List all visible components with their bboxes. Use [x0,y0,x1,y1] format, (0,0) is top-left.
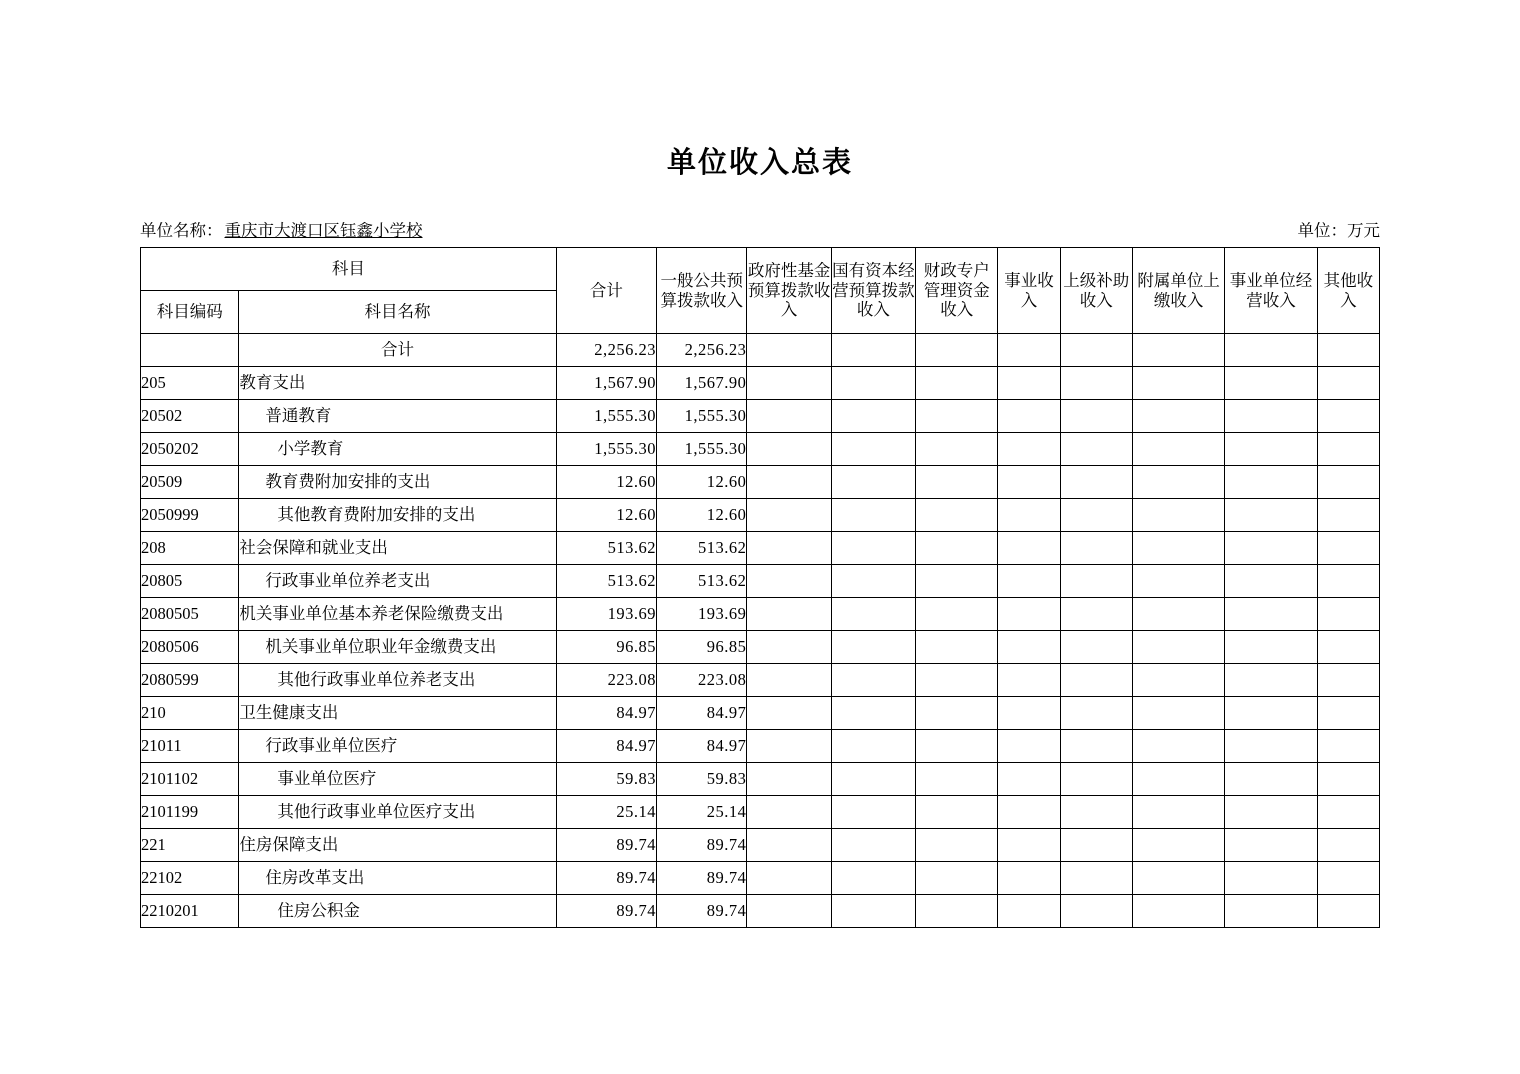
cell-career-unit-business [1225,763,1317,796]
cell-general-public-budget: 193.69 [657,598,747,631]
cell-subject-name: 住房保障支出 [239,829,556,862]
cell-general-public-budget: 96.85 [657,631,747,664]
cell-affiliated-unit-payment [1132,433,1224,466]
cell-affiliated-unit-payment [1132,367,1224,400]
table-row [141,631,1380,664]
cell-subject-name: 其他行政事业单位医疗支出 [239,796,556,829]
header-career-unit-business: 事业单位经营收入 [1225,248,1317,334]
cell-other-income [1317,664,1379,697]
cell-total: 1,555.30 [556,433,656,466]
cell-affiliated-unit-payment [1132,400,1224,433]
cell-superior-subsidy [1060,895,1132,928]
cell-total: 513.62 [556,565,656,598]
cell-state-capital-budget [831,631,915,664]
header-superior-subsidy: 上级补助收入 [1060,248,1132,334]
table-header [141,248,1380,334]
cell-superior-subsidy [1060,334,1132,367]
cell-subject-code: 2101102 [141,763,239,796]
cell-gov-fund-budget [747,598,831,631]
cell-career-unit-business [1225,400,1317,433]
cell-state-capital-budget [831,400,915,433]
cell-fiscal-special-account [916,664,998,697]
cell-career-unit-business [1225,664,1317,697]
table-row [141,565,1380,598]
cell-fiscal-special-account [916,697,998,730]
cell-state-capital-budget [831,796,915,829]
cell-fiscal-special-account [916,796,998,829]
header-state-capital-budget: 国有资本经营预算拨款收入 [831,248,915,334]
cell-affiliated-unit-payment [1132,829,1224,862]
cell-general-public-budget: 59.83 [657,763,747,796]
cell-gov-fund-budget [747,400,831,433]
cell-affiliated-unit-payment [1132,598,1224,631]
cell-affiliated-unit-payment [1132,862,1224,895]
cell-total: 89.74 [556,862,656,895]
cell-superior-subsidy [1060,466,1132,499]
cell-superior-subsidy [1060,433,1132,466]
table-row [141,664,1380,697]
cell-total: 89.74 [556,895,656,928]
cell-subject-code: 2050202 [141,433,239,466]
table-row [141,400,1380,433]
cell-career-unit-business [1225,433,1317,466]
header-row-1 [141,248,1380,291]
cell-subject-code: 2101199 [141,796,239,829]
cell-affiliated-unit-payment [1132,730,1224,763]
cell-other-income [1317,763,1379,796]
cell-affiliated-unit-payment [1132,499,1224,532]
cell-other-income [1317,631,1379,664]
cell-general-public-budget: 25.14 [657,796,747,829]
header-career-income: 事业收入 [998,248,1060,334]
cell-career-income [998,697,1060,730]
cell-state-capital-budget [831,532,915,565]
table-row [141,433,1380,466]
cell-general-public-budget: 1,555.30 [657,400,747,433]
cell-gov-fund-budget [747,862,831,895]
cell-affiliated-unit-payment [1132,466,1224,499]
cell-career-income [998,631,1060,664]
cell-career-unit-business [1225,862,1317,895]
cell-general-public-budget: 89.74 [657,895,747,928]
cell-total: 12.60 [556,466,656,499]
cell-subject-code: 2210201 [141,895,239,928]
cell-subject-name: 住房公积金 [239,895,556,928]
cell-total: 12.60 [556,499,656,532]
cell-total: 193.69 [556,598,656,631]
cell-subject-name: 其他教育费附加安排的支出 [239,499,556,532]
cell-general-public-budget: 12.60 [657,499,747,532]
cell-other-income [1317,433,1379,466]
cell-other-income [1317,862,1379,895]
cell-total: 89.74 [556,829,656,862]
header-general-public-budget: 一般公共预算拨款收入 [657,248,747,334]
cell-subject-name: 教育支出 [239,367,556,400]
cell-other-income [1317,829,1379,862]
cell-general-public-budget: 1,567.90 [657,367,747,400]
cell-other-income [1317,697,1379,730]
cell-total: 84.97 [556,697,656,730]
cell-subject-name: 社会保障和就业支出 [239,532,556,565]
cell-superior-subsidy [1060,862,1132,895]
cell-superior-subsidy [1060,697,1132,730]
cell-total: 96.85 [556,631,656,664]
cell-general-public-budget: 2,256.23 [657,334,747,367]
cell-affiliated-unit-payment [1132,895,1224,928]
cell-fiscal-special-account [916,400,998,433]
cell-general-public-budget: 84.97 [657,697,747,730]
cell-subject-name: 机关事业单位基本养老保险缴费支出 [239,598,556,631]
cell-fiscal-special-account [916,730,998,763]
table-row [141,730,1380,763]
amount-unit-label: 单位：万元 [1297,221,1380,240]
cell-state-capital-budget [831,565,915,598]
cell-subject-name: 机关事业单位职业年金缴费支出 [239,631,556,664]
cell-gov-fund-budget [747,466,831,499]
cell-subject-code: 205 [141,367,239,400]
cell-subject-name: 事业单位医疗 [239,763,556,796]
header-affiliated-unit-payment: 附属单位上缴收入 [1132,248,1224,334]
cell-career-income [998,466,1060,499]
cell-fiscal-special-account [916,895,998,928]
cell-gov-fund-budget [747,796,831,829]
header-other-income: 其他收入 [1317,248,1379,334]
cell-general-public-budget: 12.60 [657,466,747,499]
cell-career-income [998,499,1060,532]
cell-affiliated-unit-payment [1132,334,1224,367]
header-subject-group: 科目 [141,248,557,291]
cell-subject-code: 20805 [141,565,239,598]
cell-fiscal-special-account [916,631,998,664]
cell-state-capital-budget [831,862,915,895]
cell-fiscal-special-account [916,433,998,466]
table-row [141,466,1380,499]
cell-state-capital-budget [831,433,915,466]
cell-career-unit-business [1225,631,1317,664]
cell-gov-fund-budget [747,334,831,367]
cell-state-capital-budget [831,697,915,730]
cell-fiscal-special-account [916,829,998,862]
cell-career-unit-business [1225,466,1317,499]
cell-state-capital-budget [831,829,915,862]
cell-affiliated-unit-payment [1132,664,1224,697]
cell-gov-fund-budget [747,697,831,730]
cell-other-income [1317,796,1379,829]
cell-career-income [998,433,1060,466]
cell-subject-name: 住房改革支出 [239,862,556,895]
table-row [141,829,1380,862]
page-title: 单位收入总表 [666,147,853,179]
cell-career-income [998,367,1060,400]
cell-other-income [1317,895,1379,928]
cell-gov-fund-budget [747,763,831,796]
cell-subject-name: 行政事业单位医疗 [239,730,556,763]
table-row [141,697,1380,730]
cell-subject-code: 210 [141,697,239,730]
cell-career-income [998,565,1060,598]
cell-career-income [998,400,1060,433]
cell-career-unit-business [1225,565,1317,598]
table-row [141,334,1380,367]
header-total: 合计 [556,248,656,334]
cell-superior-subsidy [1060,499,1132,532]
cell-total: 223.08 [556,664,656,697]
cell-other-income [1317,598,1379,631]
cell-state-capital-budget [831,334,915,367]
unit-name-block [140,217,425,241]
cell-subject-name: 小学教育 [239,433,556,466]
cell-affiliated-unit-payment [1132,631,1224,664]
table-body [141,334,1380,928]
cell-general-public-budget: 513.62 [657,532,747,565]
cell-gov-fund-budget [747,367,831,400]
cell-fiscal-special-account [916,532,998,565]
income-summary-table [140,247,1380,928]
cell-superior-subsidy [1060,664,1132,697]
document-meta [140,217,1380,241]
cell-subject-code: 20509 [141,466,239,499]
cell-career-income [998,796,1060,829]
cell-state-capital-budget [831,895,915,928]
cell-affiliated-unit-payment [1132,532,1224,565]
cell-career-income [998,334,1060,367]
cell-subject-code: 22102 [141,862,239,895]
cell-superior-subsidy [1060,598,1132,631]
cell-gov-fund-budget [747,631,831,664]
cell-subject-code: 2080506 [141,631,239,664]
cell-career-unit-business [1225,367,1317,400]
cell-affiliated-unit-payment [1132,565,1224,598]
cell-career-unit-business [1225,499,1317,532]
cell-career-unit-business [1225,598,1317,631]
cell-superior-subsidy [1060,796,1132,829]
cell-superior-subsidy [1060,631,1132,664]
cell-subject-code [141,334,239,367]
cell-general-public-budget: 84.97 [657,730,747,763]
table-row [141,862,1380,895]
cell-other-income [1317,565,1379,598]
cell-fiscal-special-account [916,598,998,631]
cell-career-income [998,763,1060,796]
cell-gov-fund-budget [747,499,831,532]
unit-name-value: 重庆市大渡口区钰鑫小学校 [224,221,423,240]
cell-fiscal-special-account [916,367,998,400]
cell-gov-fund-budget [747,829,831,862]
cell-total: 1,567.90 [556,367,656,400]
cell-other-income [1317,400,1379,433]
cell-subject-name: 行政事业单位养老支出 [239,565,556,598]
cell-superior-subsidy [1060,730,1132,763]
cell-general-public-budget: 89.74 [657,862,747,895]
cell-fiscal-special-account [916,466,998,499]
cell-fiscal-special-account [916,499,998,532]
header-gov-fund-budget: 政府性基金预算拨款收入 [747,248,831,334]
cell-subject-name: 合计 [239,334,556,367]
cell-gov-fund-budget [747,532,831,565]
cell-other-income [1317,466,1379,499]
cell-general-public-budget: 1,555.30 [657,433,747,466]
cell-subject-code: 208 [141,532,239,565]
header-subject-code: 科目编码 [141,291,239,334]
cell-subject-name: 普通教育 [239,400,556,433]
cell-state-capital-budget [831,598,915,631]
cell-total: 84.97 [556,730,656,763]
cell-general-public-budget: 513.62 [657,565,747,598]
cell-subject-name: 教育费附加安排的支出 [239,466,556,499]
table-row [141,499,1380,532]
cell-career-income [998,829,1060,862]
cell-superior-subsidy [1060,565,1132,598]
cell-superior-subsidy [1060,400,1132,433]
cell-other-income [1317,730,1379,763]
cell-career-income [998,598,1060,631]
cell-affiliated-unit-payment [1132,796,1224,829]
cell-state-capital-budget [831,730,915,763]
cell-career-income [998,862,1060,895]
cell-career-unit-business [1225,697,1317,730]
cell-affiliated-unit-payment [1132,697,1224,730]
cell-gov-fund-budget [747,895,831,928]
cell-total: 1,555.30 [556,400,656,433]
cell-career-unit-business [1225,532,1317,565]
cell-subject-code: 221 [141,829,239,862]
cell-other-income [1317,499,1379,532]
table-row [141,895,1380,928]
cell-gov-fund-budget [747,433,831,466]
cell-general-public-budget: 223.08 [657,664,747,697]
cell-career-income [998,895,1060,928]
cell-career-unit-business [1225,730,1317,763]
cell-other-income [1317,532,1379,565]
unit-name-label: 单位名称： [140,221,223,240]
cell-career-unit-business [1225,334,1317,367]
header-subject-name: 科目名称 [239,291,556,334]
cell-superior-subsidy [1060,367,1132,400]
cell-other-income [1317,367,1379,400]
cell-state-capital-budget [831,664,915,697]
cell-total: 2,256.23 [556,334,656,367]
cell-superior-subsidy [1060,532,1132,565]
cell-subject-code: 2050999 [141,499,239,532]
cell-fiscal-special-account [916,334,998,367]
table-row [141,763,1380,796]
cell-state-capital-budget [831,763,915,796]
cell-fiscal-special-account [916,565,998,598]
cell-total: 25.14 [556,796,656,829]
header-fiscal-special-account: 财政专户管理资金收入 [916,248,998,334]
cell-career-income [998,532,1060,565]
cell-subject-code: 2080505 [141,598,239,631]
cell-subject-code: 21011 [141,730,239,763]
cell-subject-code: 2080599 [141,664,239,697]
cell-career-income [998,664,1060,697]
table-row [141,367,1380,400]
cell-fiscal-special-account [916,862,998,895]
cell-affiliated-unit-payment [1132,763,1224,796]
cell-fiscal-special-account [916,763,998,796]
cell-subject-name: 其他行政事业单位养老支出 [239,664,556,697]
table-row [141,598,1380,631]
cell-other-income [1317,334,1379,367]
cell-general-public-budget: 89.74 [657,829,747,862]
cell-subject-name: 卫生健康支出 [239,697,556,730]
table-row [141,796,1380,829]
cell-gov-fund-budget [747,664,831,697]
cell-state-capital-budget [831,466,915,499]
cell-total: 59.83 [556,763,656,796]
cell-career-unit-business [1225,796,1317,829]
cell-gov-fund-budget [747,565,831,598]
cell-state-capital-budget [831,367,915,400]
cell-state-capital-budget [831,499,915,532]
table-row [141,532,1380,565]
cell-total: 513.62 [556,532,656,565]
cell-superior-subsidy [1060,763,1132,796]
cell-career-unit-business [1225,895,1317,928]
cell-superior-subsidy [1060,829,1132,862]
cell-career-unit-business [1225,829,1317,862]
cell-career-income [998,730,1060,763]
cell-gov-fund-budget [747,730,831,763]
cell-subject-code: 20502 [141,400,239,433]
